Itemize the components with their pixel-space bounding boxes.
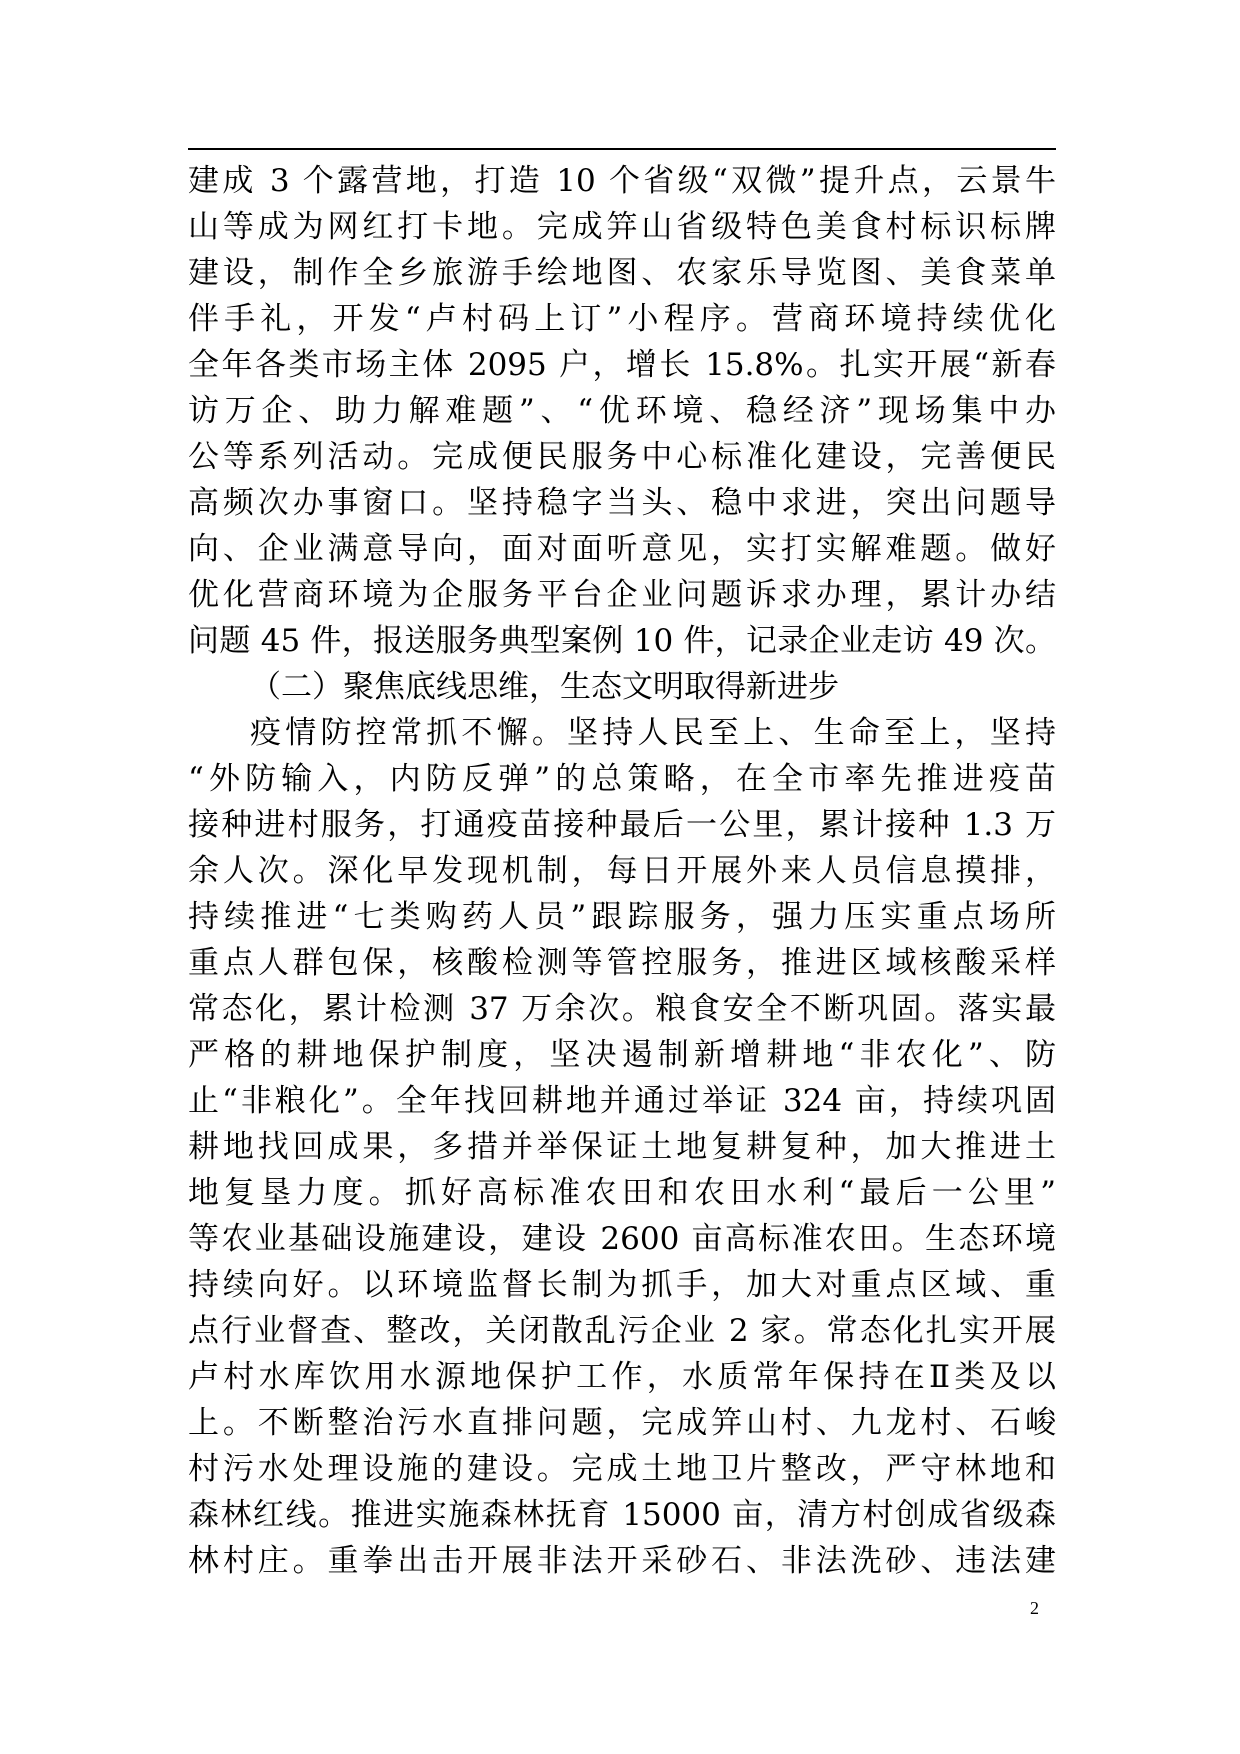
text-line: 村污水处理设施的建设。完成土地卫片整改，严守林地和 <box>188 1451 1056 1487</box>
text-line: “外防输入，内防反弹”的总策略，在全市率先推进疫苗 <box>188 761 1056 797</box>
section-heading: （二）聚焦底线思维，生态文明取得新进步 <box>250 669 839 705</box>
text-line: 点行业督查、整改，关闭散乱污企业 2 家。常态化扎实开展 <box>188 1313 1056 1349</box>
text-line: 森林红线。推进实施森林抚育 15000 亩，清方村创成省级森 <box>188 1497 1056 1533</box>
text-line: 全年各类市场主体 2095 户，增长 15.8%。扎实开展“新春 <box>188 347 1056 383</box>
text-line: 向、企业满意导向，面对面听意见，实打实解难题。做好 <box>188 531 1056 567</box>
text-line: 优化营商环境为企服务平台企业问题诉求办理，累计办结 <box>188 577 1056 613</box>
text-line: 公等系列活动。完成便民服务中心标准化建设，完善便民 <box>188 439 1056 475</box>
text-line: 山等成为网红打卡地。完成笄山省级特色美食村标识标牌 <box>188 209 1056 245</box>
text-line: 建设，制作全乡旅游手绘地图、农家乐导览图、美食菜单 <box>188 255 1056 291</box>
text-line: 高频次办事窗口。坚持稳字当头、稳中求进，突出问题导 <box>188 485 1056 521</box>
text-line: 访万企、助力解难题”、“优环境、稳经济”现场集中办 <box>188 393 1056 429</box>
page-number: 2 <box>1030 1598 1039 1618</box>
text-line: 止“非粮化”。全年找回耕地并通过举证 324 亩，持续巩固 <box>188 1083 1056 1119</box>
text-line: 接种进村服务，打通疫苗接种最后一公里，累计接种 1.3 万 <box>188 807 1056 843</box>
text-line: 林村庄。重拳出击开展非法开采砂石、非法洗砂、违法建 <box>188 1543 1056 1579</box>
text-line: 余人次。深化早发现机制，每日开展外来人员信息摸排， <box>188 853 1056 889</box>
text-line: 持续推进“七类购药人员”跟踪服务，强力压实重点场所 <box>188 899 1056 935</box>
text-line: 重点人群包保，核酸检测等管控服务，推进区域核酸采样 <box>188 945 1056 981</box>
header-rule <box>188 148 1056 150</box>
paragraph-first-line: 疫情防控常抓不懈。坚持人民至上、生命至上，坚持 <box>250 715 1056 751</box>
text-line: 耕地找回成果，多措并举保证土地复耕复种，加大推进土 <box>188 1129 1056 1165</box>
text-line: 伴手礼，开发“卢村码上订”小程序。营商环境持续优化 <box>188 301 1056 337</box>
text-line: 建成 3 个露营地，打造 10 个省级“双微”提升点，云景牛 <box>188 163 1056 199</box>
text-line: 持续向好。以环境监督长制为抓手，加大对重点区域、重 <box>188 1267 1056 1303</box>
text-line: 等农业基础设施建设，建设 2600 亩高标准农田。生态环境 <box>188 1221 1056 1257</box>
text-line: 严格的耕地保护制度，坚决遏制新增耕地“非农化”、防 <box>188 1037 1056 1073</box>
text-line: 问题 45 件，报送服务典型案例 10 件，记录企业走访 49 次。 <box>188 623 1056 659</box>
text-line: 常态化，累计检测 37 万余次。粮食安全不断巩固。落实最 <box>188 991 1056 1027</box>
text-line: 上。不断整治污水直排问题，完成笄山村、九龙村、石峻 <box>188 1405 1056 1441</box>
text-line: 地复垦力度。抓好高标准农田和农田水利“最后一公里” <box>188 1175 1056 1211</box>
text-line: 卢村水库饮用水源地保护工作，水质常年保持在Ⅱ类及以 <box>188 1359 1056 1395</box>
